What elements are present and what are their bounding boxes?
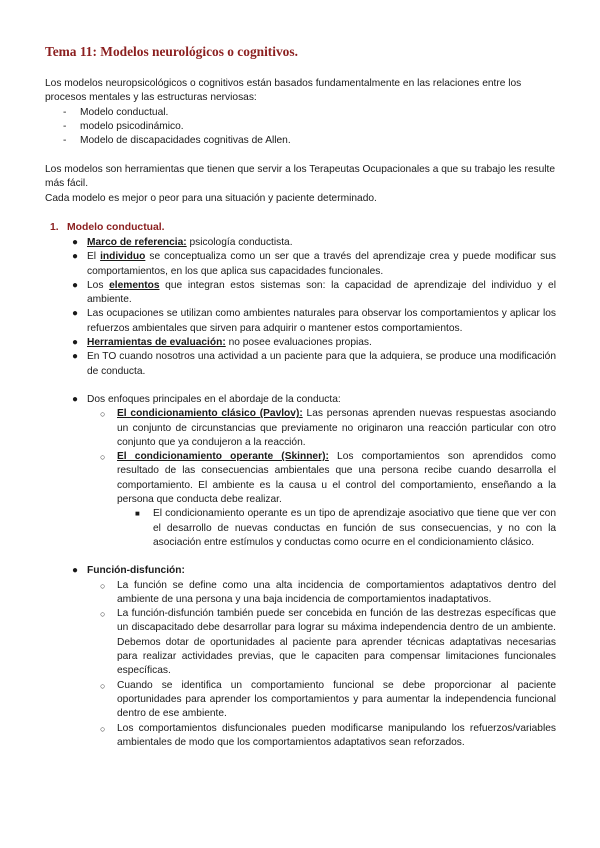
item-text: Las personas aprenden nuevas respuestas asociando un conjunto de circunstancias que previamente no originaron una reacción particular con otro conjunto que ya condujeron a la reacción. xyxy=(117,408,556,448)
tools-paragraph-2: Cada modelo es mejor o peor para una situación y paciente determinado. xyxy=(45,192,377,204)
spacer xyxy=(45,550,556,564)
item-text: La función-disfunción también puede ser concebida en función de las destrezas específicas que un discapacitado debe desarrollar para lograr su máxima independencia dentro de un ambiente. Debemos dotar de oportunidades al paciente para aprender técnicas adaptativas necesarias para realizar actividades previas, que le capaciten para compensar limitaciones funcionales específicas. xyxy=(117,608,556,677)
sub-list-item xyxy=(45,722,556,751)
item-text: psicología conductista. xyxy=(186,237,293,248)
sub-list-item xyxy=(45,579,556,608)
list-item xyxy=(45,393,556,407)
bullet-icon: ● xyxy=(72,237,79,248)
page-title: Tema 11: Modelos neurológicos o cognitivos. xyxy=(45,44,298,59)
item-label: Marco de referencia: xyxy=(87,237,187,248)
bullet-icon: ● xyxy=(72,308,79,320)
list-item xyxy=(45,307,556,336)
bullet-icon: ● xyxy=(72,393,79,405)
item-text: Dos enfoques principales en el abordaje de la conducta: xyxy=(87,393,341,405)
sub-list-item xyxy=(45,679,556,722)
circle-bullet-icon: ○ xyxy=(100,452,106,463)
list-item xyxy=(45,350,556,379)
item-text: El condicionamiento operante es un tipo de aprendizaje asociativo que tiene que ver con el desarrollo de nuevas conductas en función de sus consecuencias, y no con la asociación entre estímulos y conductas como ocurre en el condicionamiento clásico. xyxy=(153,508,556,548)
circle-bullet-icon: ○ xyxy=(100,409,106,420)
tools-block xyxy=(45,163,556,206)
bullet-icon: ● xyxy=(72,565,79,577)
intro-list xyxy=(45,106,556,149)
item-label: El condicionamiento clásico (Pavlov): xyxy=(117,408,303,420)
section-body xyxy=(45,236,556,750)
sub-list-item xyxy=(45,407,556,450)
intro-paragraph: Los modelos neuropsicológicos o cognitivos están basados fundamentalmente en las relaciones entre los procesos mentales y las estructuras nerviosas: xyxy=(45,78,522,104)
tools-paragraph: Los modelos son herramientas que tienen que servir a los Terapeutas Ocupacionales a que su trabajo les resulte más fácil. xyxy=(45,164,556,190)
circle-bullet-icon: ○ xyxy=(100,609,106,620)
item-text: En TO cuando nosotros una actividad a un paciente para que la adquiera, se produce una modificación de conducta. xyxy=(87,351,556,377)
item-label: El condicionamiento operante (Skinner): xyxy=(117,451,329,463)
bullet-icon: ● xyxy=(72,279,79,291)
item-text: Cuando se identifica un comportamiento funcional se debe proporcionar al paciente oportunidades para aprender los comportamientos y para aumentar la independencia funcional dentro de ese ambiente. xyxy=(117,679,556,720)
list-item xyxy=(45,236,556,250)
sub-list-item xyxy=(45,607,556,678)
list-item xyxy=(45,250,556,279)
circle-bullet-icon: ○ xyxy=(100,580,106,591)
circle-bullet-icon: ○ xyxy=(100,723,106,734)
bullet-icon: ● xyxy=(72,251,79,263)
list-item xyxy=(45,336,556,350)
item-label: elementos xyxy=(109,279,160,291)
spacer xyxy=(45,379,556,393)
item-label: individuo xyxy=(100,251,146,263)
item-label: Función-disfunción: xyxy=(87,565,185,577)
bullet-icon: ● xyxy=(72,337,79,349)
item-text: que integran estos sistemas son: la capacidad de aprendizaje del individuo y el ambiente. xyxy=(87,279,556,306)
section-number: 1. xyxy=(50,222,59,233)
sub-list-item xyxy=(45,450,556,507)
intro-list-item: - Modelo conductual. xyxy=(45,106,556,120)
item-pre: Los xyxy=(87,279,110,291)
item-pre: El xyxy=(87,251,101,263)
item-text: se conceptualiza como un ser que a través del aprendizaje crea y puede modificar sus comportamientos, en los que aplica sus capacidades funcionales. xyxy=(87,251,557,277)
circle-bullet-icon: ○ xyxy=(100,680,106,691)
list-item xyxy=(45,279,556,308)
sub-sub-list-item xyxy=(45,507,556,550)
square-bullet-icon: ■ xyxy=(135,509,140,519)
bullet-icon: ● xyxy=(72,351,79,363)
list-item xyxy=(45,564,556,578)
intro-list-item: - Modelo de discapacidades cognitivas de Allen. xyxy=(45,134,556,148)
item-text: Los comportamientos disfuncionales pueden modificarse manipulando los refuerzos/variables ambientales de modo que los comportamientos adaptativos sean reforzados. xyxy=(117,722,556,748)
item-text: La función se define como una alta incidencia de comportamientos adaptativos dentro del ambiente de una persona y una baja incidencia de comportamientos inadaptativos. xyxy=(117,579,556,605)
item-text: no posee evaluaciones propias. xyxy=(225,337,372,349)
item-text: Las ocupaciones se utilizan como ambientes naturales para observar los comportamientos y aplicar los refuerzos ambientales que sirven para adquirir o mantener estos comportamientos. xyxy=(87,308,556,334)
item-label: Herramientas de evaluación: xyxy=(87,337,226,349)
item-text: Los comportamientos son aprendidos como resultado de las consecuencias ambientales que una persona recibe cuando desarrolla el comportamiento. El ambiente es la causa u el control del comportamiento, enseñando a la persona que conducta debe realizar. xyxy=(117,451,556,506)
intro-block xyxy=(45,77,556,148)
intro-list-item: - modelo psicodinámico. xyxy=(45,120,556,134)
section-heading xyxy=(50,221,165,235)
section-heading-text: Modelo conductual. xyxy=(67,222,165,233)
